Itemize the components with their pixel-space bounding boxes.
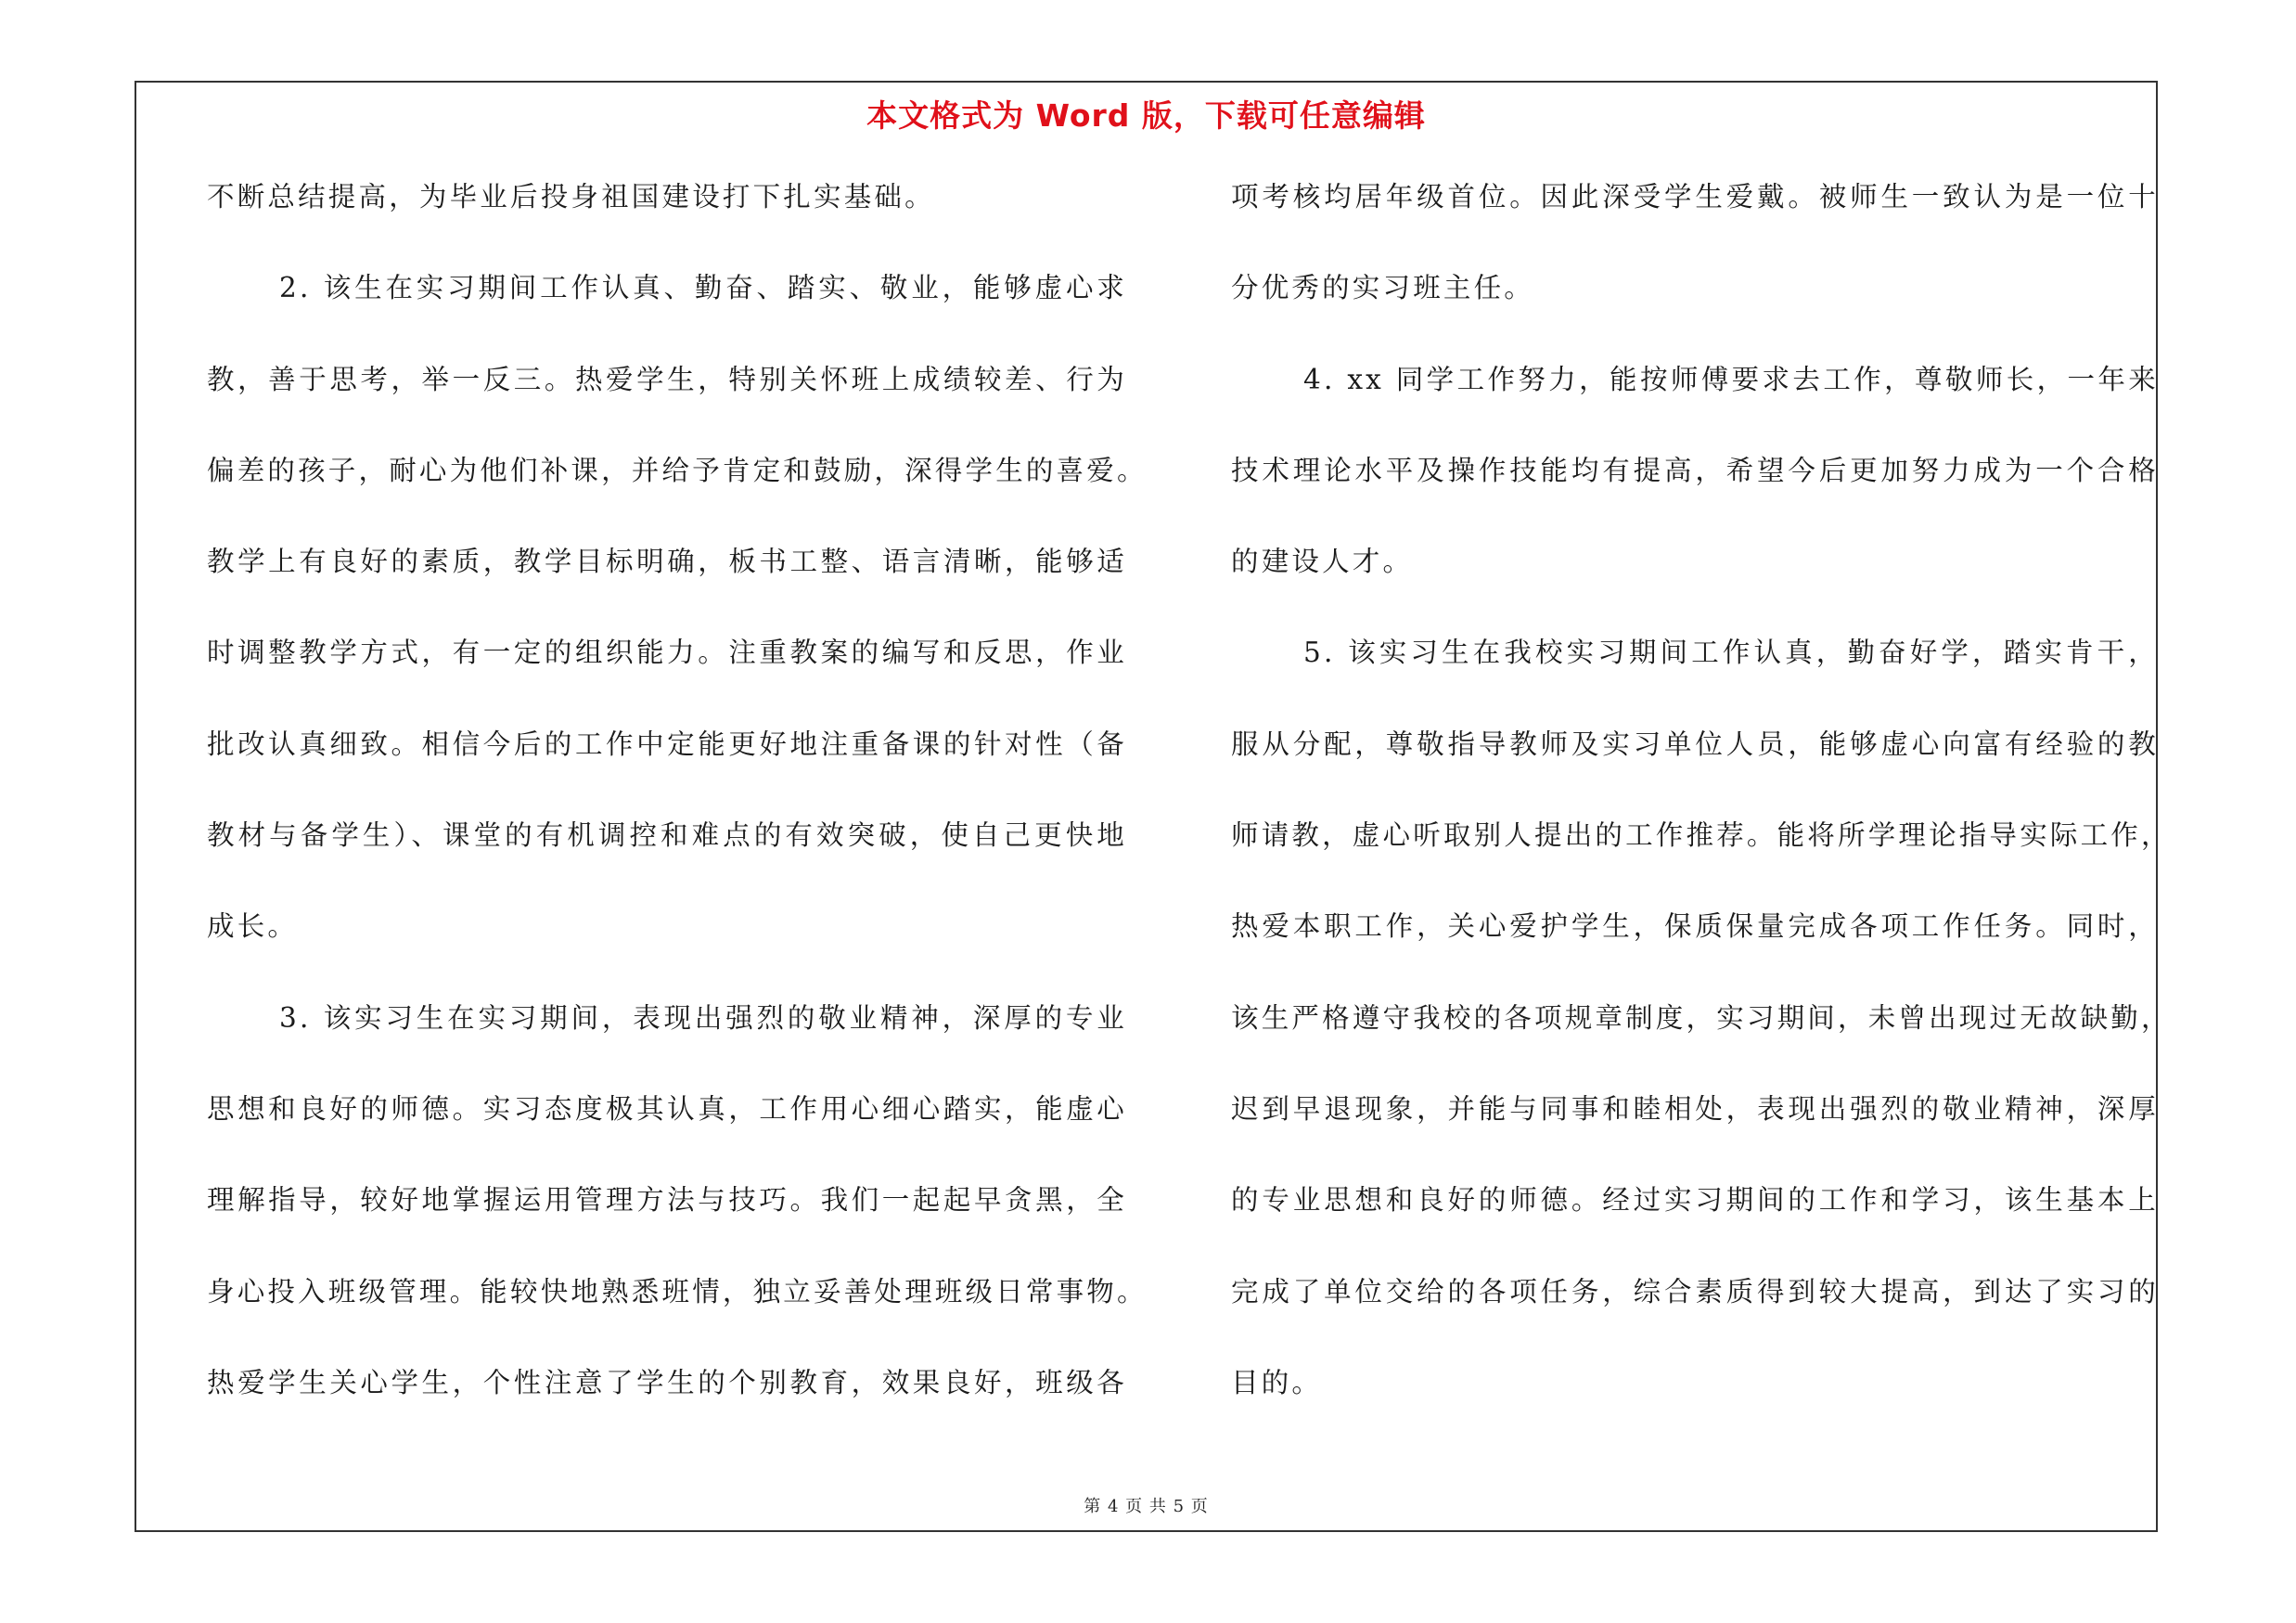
text-line: 时调整教学方式，有一定的组织能力。注重教案的编写和反思，作业	[207, 637, 1127, 669]
text-line: 目的。	[1231, 1366, 1323, 1398]
text-line: 4. xx 同学工作努力，能按师傅要求去工作，尊敬师长，一年来	[1303, 363, 2159, 395]
text-line: 教，善于思考，举一反三。热爱学生，特别关怀班上成绩较差、行为	[207, 363, 1127, 395]
text-line: 不断总结提高，为毕业后投身祖国建设打下扎实基础。	[207, 181, 935, 213]
text-line: 项考核均居年级首位。因此深受学生爱戴。被师生一致认为是一位十	[1231, 181, 2159, 213]
text-line: 分优秀的实习班主任。	[1231, 272, 1535, 304]
text-line: 偏差的孩子，耐心为他们补课，并给予肯定和鼓励，深得学生的喜爱。	[207, 454, 1148, 486]
left-text-column	[207, 174, 1148, 1450]
text-line: 该生严格遵守我校的各项规章制度，实习期间，未曾出现过无故缺勤，	[1231, 1001, 2172, 1034]
format-notice-banner: 本文格式为 Word 版，下载可任意编辑	[866, 97, 1426, 134]
text-line: 成长。	[207, 910, 299, 943]
text-line: 理解指导，较好地掌握运用管理方法与技巧。我们一起起早贪黑，全	[207, 1184, 1127, 1217]
text-line: 教材与备学生）、课堂的有机调控和难点的有效突破，使自己更快地	[207, 819, 1127, 852]
text-line: 5. 该实习生在我校实习期间工作认真，勤奋好学，踏实肯干，	[1303, 637, 2159, 669]
text-line: 完成了单位交给的各项任务，综合素质得到较大提高，到达了实习的	[1231, 1275, 2159, 1307]
text-line: 思想和良好的师德。实习态度极其认真，工作用心细心踏实，能虚心	[207, 1092, 1127, 1125]
text-line: 3. 该实习生在实习期间，表现出强烈的敬业精神，深厚的专业	[279, 1001, 1127, 1034]
text-line: 的专业思想和良好的师德。经过实习期间的工作和学习，该生基本上	[1231, 1184, 2159, 1217]
text-line: 热爱本职工作，关心爱护学生，保质保量完成各项工作任务。同时，	[1231, 910, 2159, 943]
page-number-footer: 第 4 页 共 5 页	[1084, 1497, 1209, 1516]
text-line: 批改认真细致。相信今后的工作中定能更好地注重备课的针对性（备	[207, 728, 1127, 760]
page-frame	[135, 81, 2172, 1532]
text-line: 2. 该生在实习期间工作认真、勤奋、踏实、敬业，能够虚心求	[279, 272, 1127, 304]
text-line: 服从分配，尊敬指导教师及实习单位人员，能够虚心向富有经验的教	[1231, 728, 2159, 760]
text-line: 教学上有良好的素质，教学目标明确，板书工整、语言清晰，能够适	[207, 546, 1127, 578]
text-line: 迟到早退现象，并能与同事和睦相处，表现出强烈的敬业精神，深厚	[1231, 1092, 2159, 1125]
text-line: 师请教，虚心听取别人提出的工作推荐。能将所学理论指导实际工作，	[1231, 819, 2172, 852]
text-line: 身心投入班级管理。能较快地熟悉班情，独立妥善处理班级日常事物。	[207, 1275, 1148, 1307]
right-text-column	[1231, 174, 2172, 1450]
text-line: 的建设人才。	[1231, 546, 1414, 578]
text-line: 技术理论水平及操作技能均有提高，希望今后更加努力成为一个合格	[1231, 454, 2159, 486]
text-line: 热爱学生关心学生，个性注意了学生的个别教育，效果良好，班级各	[207, 1366, 1127, 1398]
